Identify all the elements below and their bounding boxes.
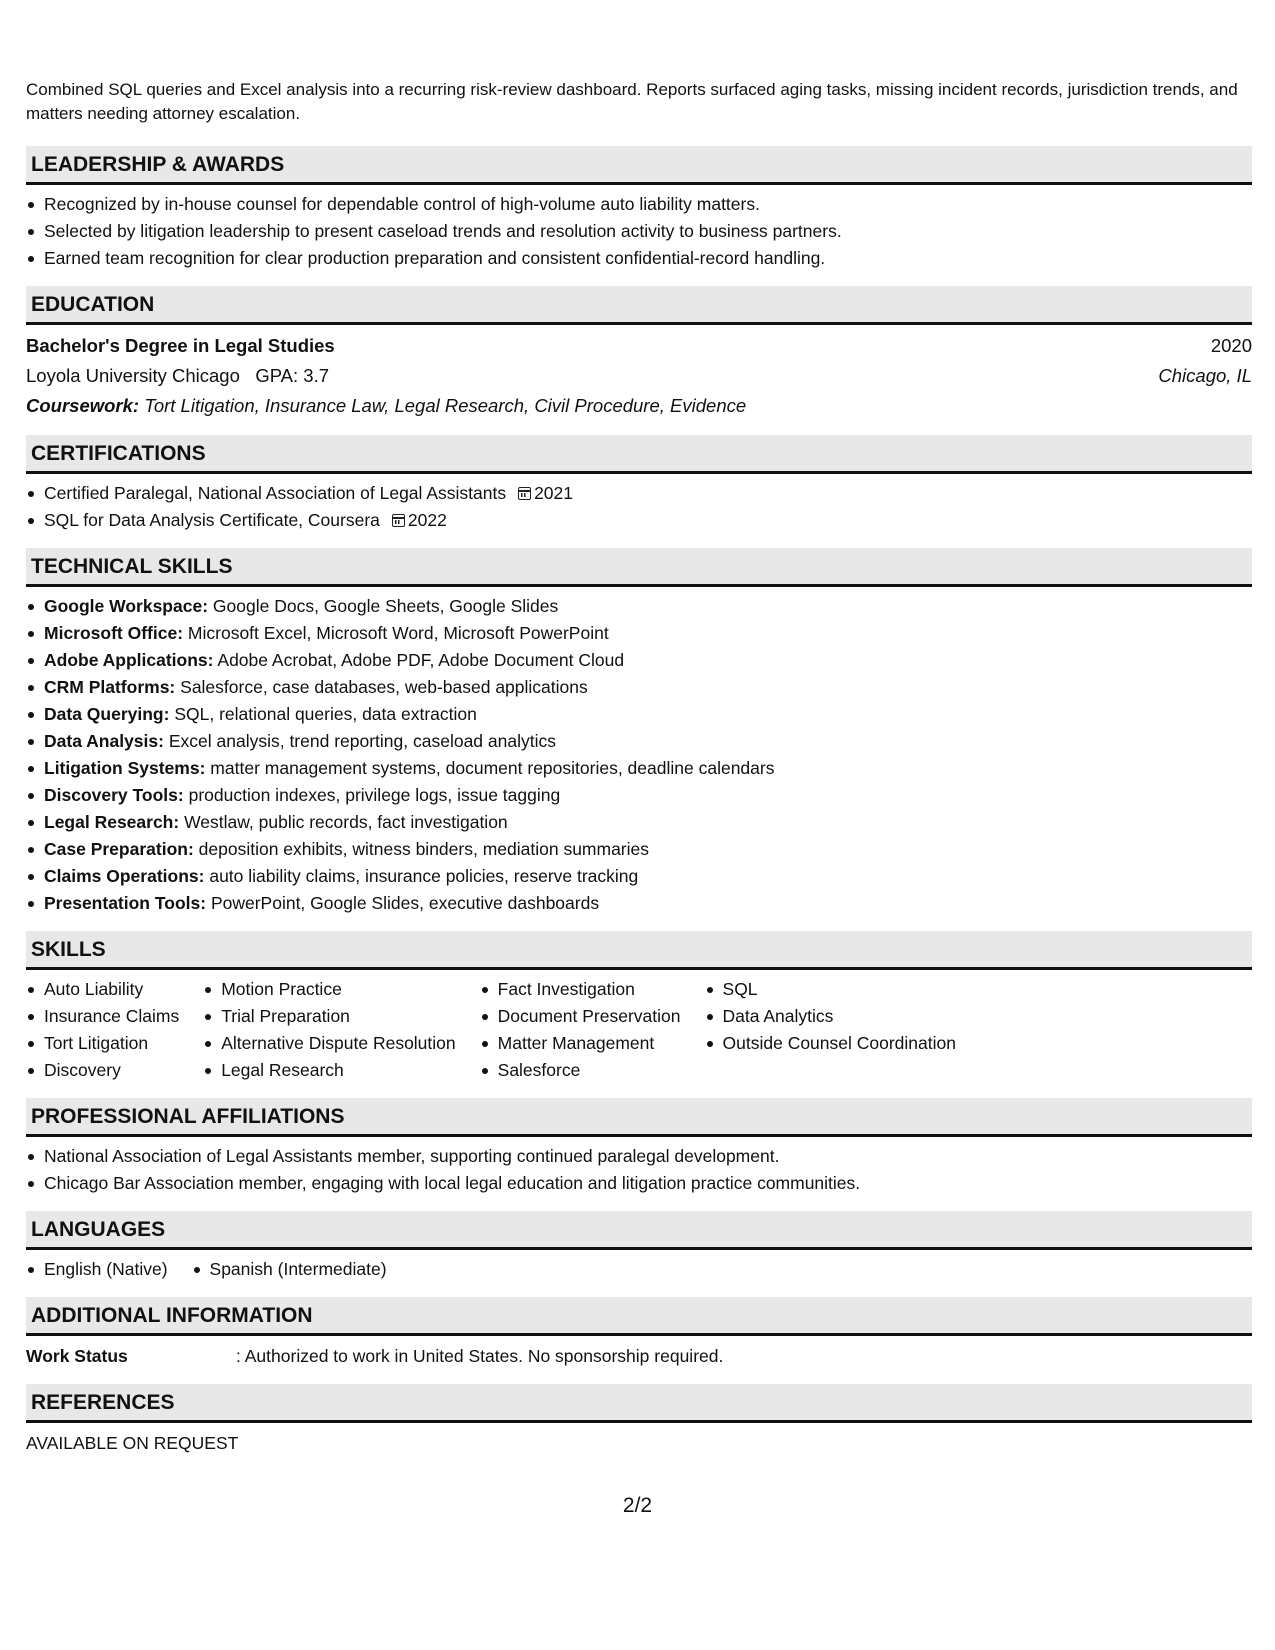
skill-values: auto liability claims, insurance policies, reserve tracking <box>209 866 639 886</box>
list-item <box>44 836 1252 863</box>
languages-list <box>26 1256 1252 1283</box>
list-item: Trial Preparation <box>221 1003 455 1030</box>
skill-values: Microsoft Excel, Microsoft Word, Microsoft PowerPoint <box>187 623 609 643</box>
list-item: Tort Litigation <box>44 1030 179 1057</box>
section-heading-leadership: LEADERSHIP & AWARDS <box>26 146 1252 185</box>
list-item <box>44 620 1252 647</box>
skill-category: Litigation Systems: <box>44 758 206 778</box>
list-item: Earned team recognition for clear production preparation and consistent confidential-record handling. <box>44 245 1252 272</box>
list-item <box>44 755 1252 782</box>
skill-values: Google Docs, Google Sheets, Google Slides <box>212 596 559 616</box>
skill-category: CRM Platforms: <box>44 677 176 697</box>
skill-values: Adobe Acrobat, Adobe PDF, Adobe Document Cloud <box>217 650 625 670</box>
list-item: Legal Research <box>221 1057 455 1084</box>
list-item: Discovery <box>44 1057 179 1084</box>
gpa: GPA: 3.7 <box>255 365 330 386</box>
skills-column <box>26 976 179 1084</box>
list-item: Outside Counsel Coordination <box>723 1030 956 1057</box>
calendar-icon <box>518 487 531 500</box>
skill-values: SQL, relational queries, data extraction <box>174 704 477 724</box>
certification-year: 2021 <box>534 483 574 503</box>
coursework-list: Tort Litigation, Insurance Law, Legal Research, Civil Procedure, Evidence <box>144 395 747 416</box>
list-item: National Association of Legal Assistants member, supporting continued paralegal development. <box>44 1143 1252 1170</box>
list-item <box>44 480 1252 507</box>
list-item <box>44 728 1252 755</box>
skill-category: Presentation Tools: <box>44 893 207 913</box>
skill-category: Microsoft Office: <box>44 623 184 643</box>
skill-category: Google Workspace: <box>44 596 209 616</box>
section-heading-affiliations: PROFESSIONAL AFFILIATIONS <box>26 1098 1252 1137</box>
page-number: 2/2 <box>622 1494 653 1517</box>
list-item: Selected by litigation leadership to present caseload trends and resolution activity to business partners. <box>44 218 1252 245</box>
list-item <box>44 507 1252 534</box>
technical-skills-list <box>26 593 1252 917</box>
certifications-list <box>26 480 1252 534</box>
work-status-label: Work Status <box>26 1346 128 1366</box>
list-item: Document Preservation <box>498 1003 681 1030</box>
list-item: Data Analytics <box>723 1003 956 1030</box>
skill-category: Discovery Tools: <box>44 785 184 805</box>
work-status-value: : Authorized to work in United States. No sponsorship required. <box>236 1346 724 1366</box>
list-item: Chicago Bar Association member, engaging with local legal education and litigation practice communities. <box>44 1170 1252 1197</box>
list-item: English (Native) <box>44 1256 168 1283</box>
list-item: Matter Management <box>498 1030 681 1057</box>
skill-values: PowerPoint, Google Slides, executive dashboards <box>210 893 600 913</box>
skill-values: Salesforce, case databases, web-based applications <box>180 677 588 697</box>
list-item: Fact Investigation <box>498 976 681 1003</box>
coursework-label: Coursework: <box>26 395 140 416</box>
section-heading-technical-skills: TECHNICAL SKILLS <box>26 548 1252 587</box>
list-item <box>44 782 1252 809</box>
certification-name: Certified Paralegal, National Association of Legal Assistants <box>44 483 507 503</box>
list-item: Insurance Claims <box>44 1003 179 1030</box>
list-item: Salesforce <box>498 1057 681 1084</box>
graduation-year: 2020 <box>1210 335 1252 356</box>
list-item <box>44 890 1252 917</box>
references-text: AVAILABLE ON REQUEST <box>26 1433 239 1453</box>
skill-values: production indexes, privilege logs, issue tagging <box>188 785 561 805</box>
list-item <box>44 674 1252 701</box>
list-item <box>44 809 1252 836</box>
section-heading-skills: SKILLS <box>26 931 1252 970</box>
skill-category: Adobe Applications: <box>44 650 214 670</box>
skill-values: Westlaw, public records, fact investigation <box>184 812 508 832</box>
coursework <box>26 391 1252 421</box>
certification-year: 2022 <box>407 510 447 530</box>
list-item <box>44 701 1252 728</box>
work-status-row <box>26 1342 1252 1370</box>
skills-grid <box>26 976 1252 1084</box>
section-heading-additional-information: ADDITIONAL INFORMATION <box>26 1297 1252 1336</box>
list-item <box>44 863 1252 890</box>
leadership-list <box>26 191 1252 272</box>
skill-category: Data Querying: <box>44 704 170 724</box>
section-heading-references: REFERENCES <box>26 1384 1252 1423</box>
skill-values: matter management systems, document repositories, deadline calendars <box>210 758 775 778</box>
skill-category: Claims Operations: <box>44 866 205 886</box>
section-heading-certifications: CERTIFICATIONS <box>26 435 1252 474</box>
skill-category: Case Preparation: <box>44 839 194 859</box>
section-heading-languages: LANGUAGES <box>26 1211 1252 1250</box>
calendar-icon <box>392 514 405 527</box>
school-location: Chicago, IL <box>1158 365 1252 386</box>
education-entry <box>26 331 1252 421</box>
list-item <box>44 647 1252 674</box>
list-item: Motion Practice <box>221 976 455 1003</box>
resume-page <box>26 78 1252 1457</box>
intro-paragraph: Combined SQL queries and Excel analysis into a recurring risk-review dashboard. Reports surfaced aging tasks, missing incident records, jurisdiction trends, and matters needing attorney escalation. <box>26 80 1238 123</box>
degree: Bachelor's Degree in Legal Studies <box>26 335 335 356</box>
skill-values: Excel analysis, trend reporting, caseload analytics <box>168 731 556 751</box>
list-item: Recognized by in-house counsel for dependable control of high-volume auto liability matters. <box>44 191 1252 218</box>
list-item: Spanish (Intermediate) <box>210 1256 387 1283</box>
skills-column <box>203 976 455 1084</box>
skill-values: deposition exhibits, witness binders, mediation summaries <box>198 839 650 859</box>
list-item: Auto Liability <box>44 976 179 1003</box>
section-heading-education: EDUCATION <box>26 286 1252 325</box>
list-item <box>44 593 1252 620</box>
certification-name: SQL for Data Analysis Certificate, Coursera <box>44 510 380 530</box>
list-item: Alternative Dispute Resolution <box>221 1030 455 1057</box>
list-item: SQL <box>723 976 956 1003</box>
skills-column <box>480 976 681 1084</box>
skill-category: Legal Research: <box>44 812 180 832</box>
skills-column <box>705 976 956 1084</box>
school-name: Loyola University Chicago <box>26 365 240 386</box>
skill-category: Data Analysis: <box>44 731 164 751</box>
affiliations-list <box>26 1143 1252 1197</box>
